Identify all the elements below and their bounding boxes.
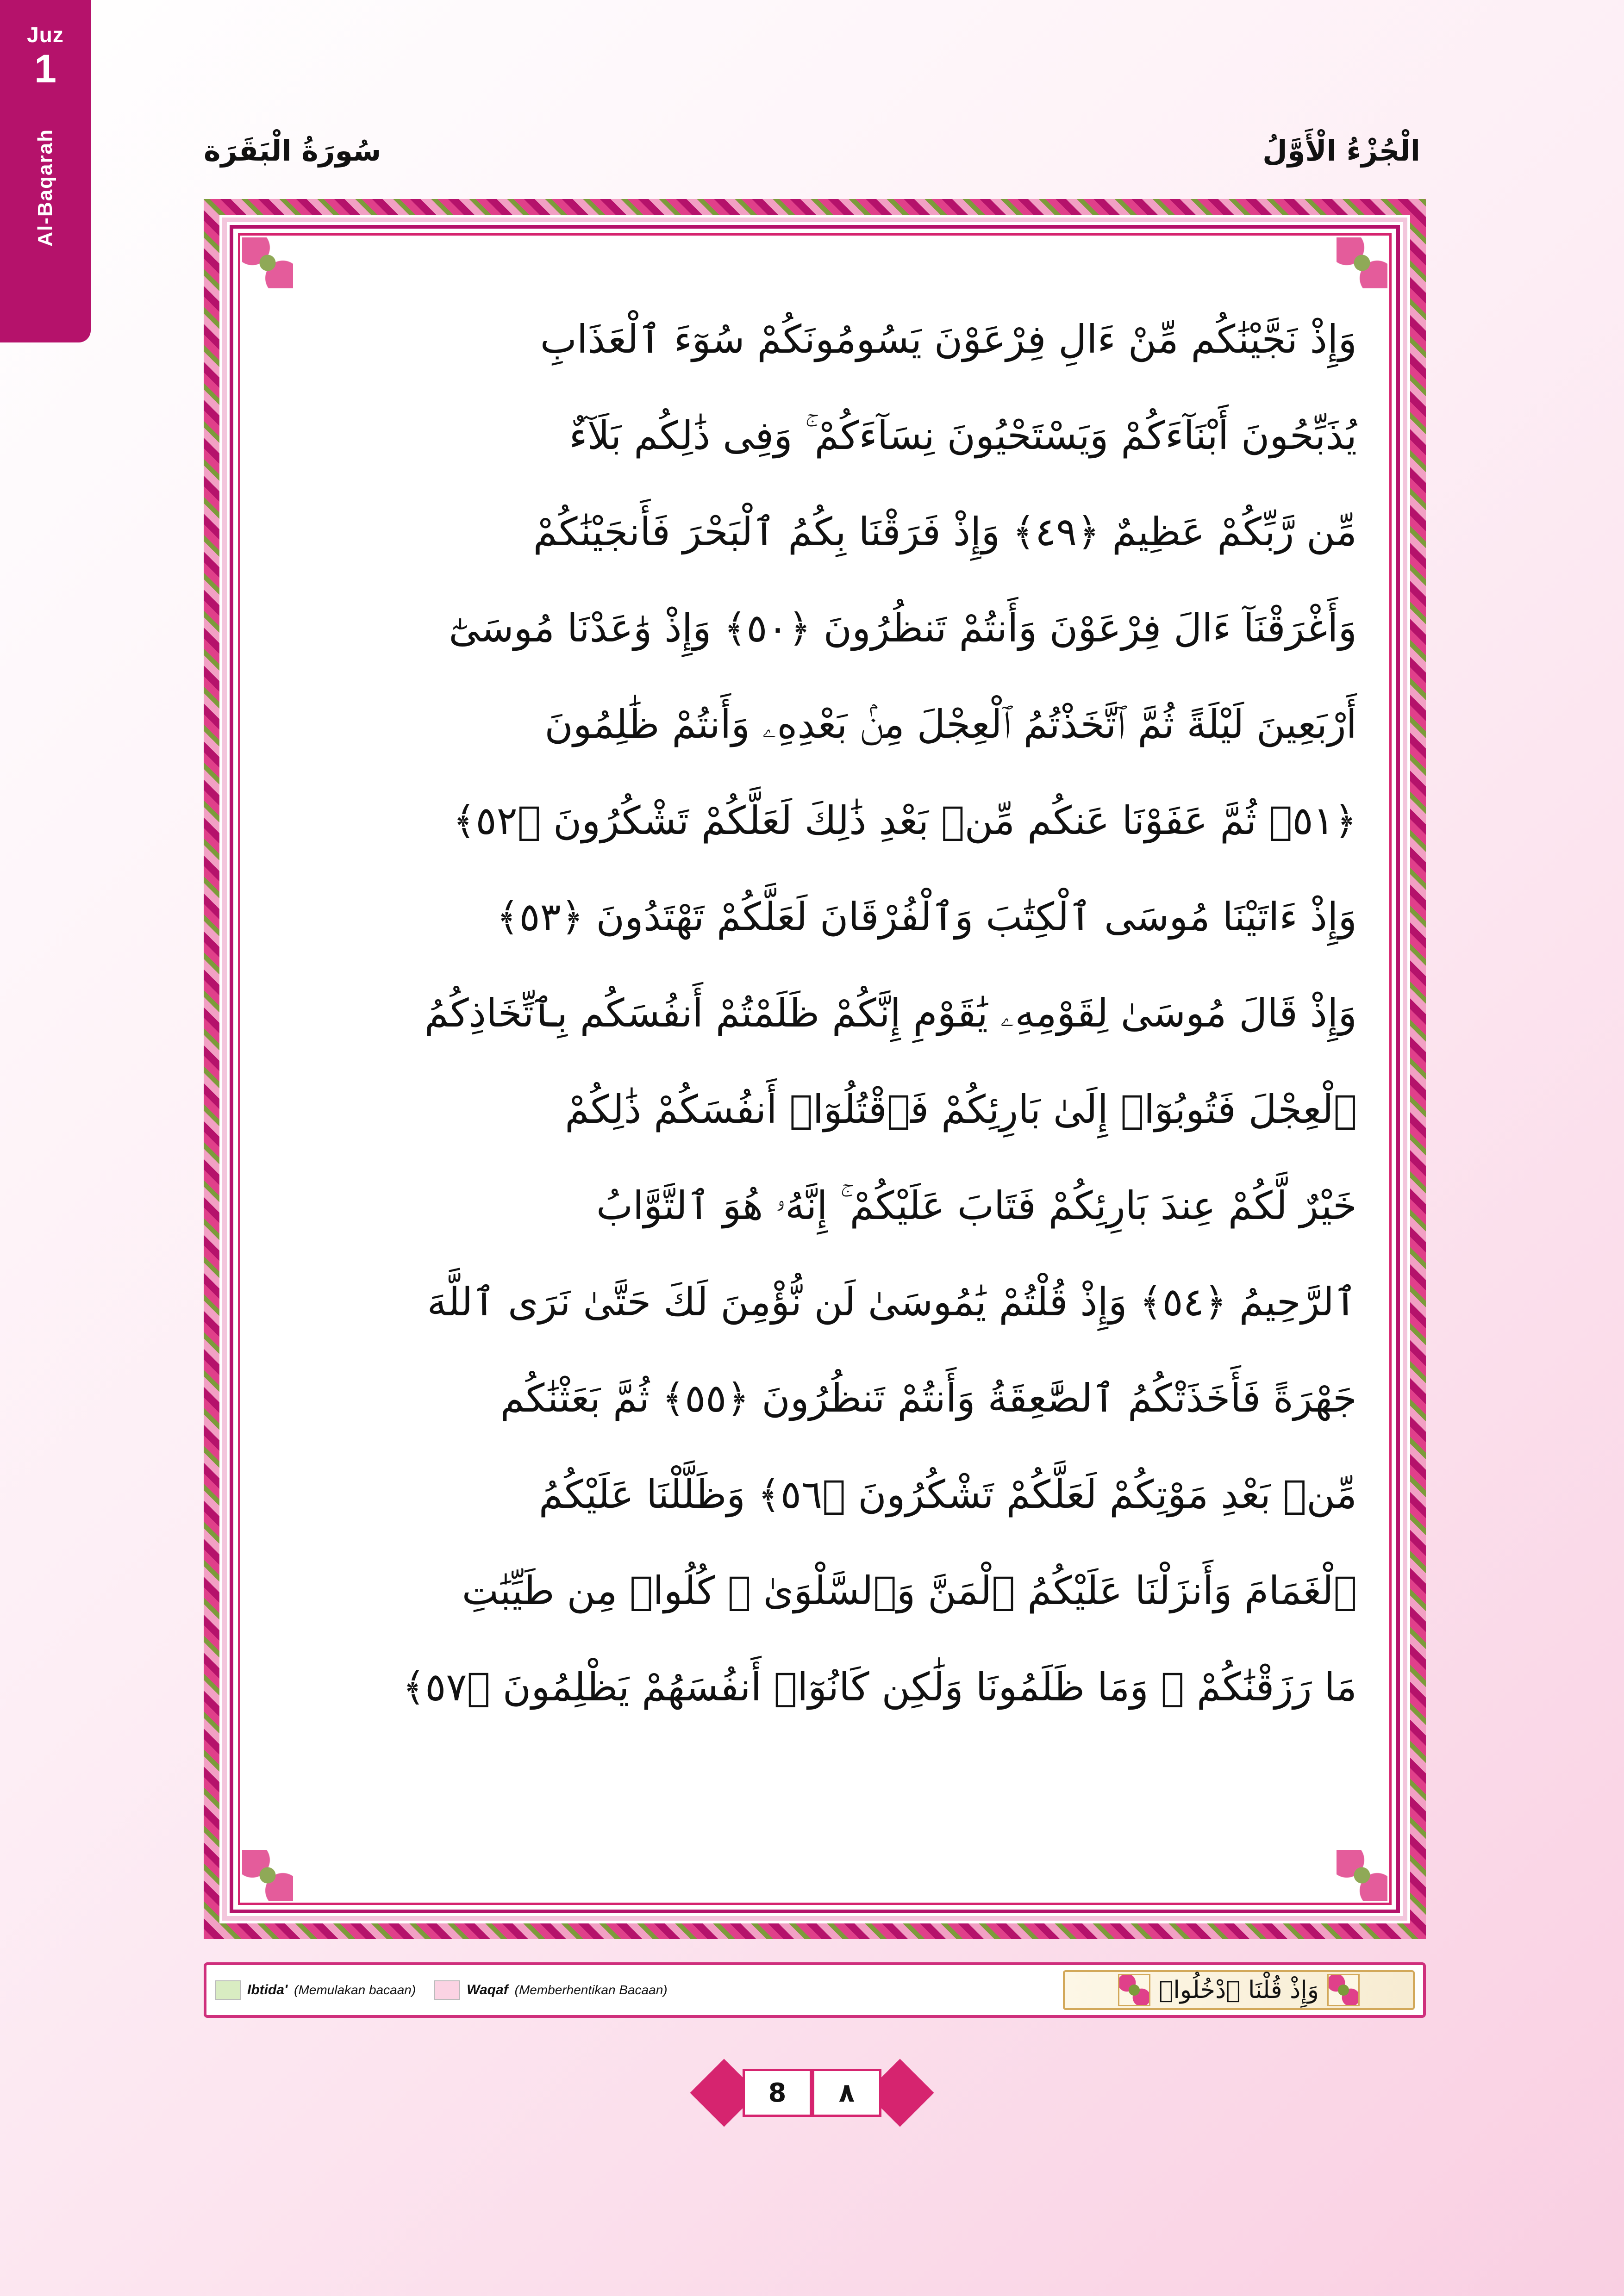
legend-swatch-pink-icon [434,1980,460,2000]
ayah-line: ﴿٥١﴾ ثُمَّ عَفَوْنَا عَنكُم مِّنۢ بَعْدِ ذَٰلِكَ لَعَلَّكُمْ تَشْكُرُونَ ﴿٥٢﴾ [453,798,1357,843]
ayah-line: وَأَغْرَقْنَآ ءَالَ فِرْعَوْنَ وَأَنتُمْ تَنظُرُونَ ﴿٥٠﴾ وَإِذْ وَٰعَدْنَا مُوسَىٰٓ [449,605,1357,651]
footer-legend-bar [204,1962,1426,2018]
page-number-arabic: ٨ [812,2069,881,2117]
legend-swatch-green-icon [215,1980,241,2000]
ayah-line: وَإِذْ نَجَّيْنَٰكُم مِّنْ ءَالِ فِرْعَوْنَ يَسُومُونَكُمْ سُوٓءَ ٱلْعَذَابِ [540,317,1357,362]
ayah-line: أَرْبَعِينَ لَيْلَةً ثُمَّ ٱتَّخَذْتُمُ ٱلْعِجْلَ مِنۢ بَعْدِهِۦ وَأَنتُمْ ظَٰلِمُونَ [544,702,1357,747]
ayah-line: وَإِذْ ءَاتَيْنَا مُوسَى ٱلْكِتَٰبَ وَٱلْفُرْقَانَ لَعَلَّكُمْ تَهْتَدُونَ ﴿٥٣﴾ [496,894,1357,940]
ayah-line: وَإِذْ قَالَ مُوسَىٰ لِقَوْمِهِۦ يَٰقَوْمِ إِنَّكُمْ ظَلَمْتُمْ أَنفُسَكُم بِٱتِّخَاذِكُمُ [424,990,1357,1036]
ayah-line: مِّن رَّبِّكُمْ عَظِيمٌ ﴿٤٩﴾ وَإِذْ فَرَقْنَا بِكُمُ ٱلْبَحْرَ فَأَنجَيْنَٰكُمْ [533,509,1357,554]
corner-ornament-icon [242,237,293,288]
legend-description: (Memulakan bacaan) [294,1983,416,1997]
legend-description: (Memberhentikan Bacaan) [514,1983,668,1997]
ayah-line: مِّنۢ بَعْدِ مَوْتِكُمْ لَعَلَّكُمْ تَشْكُرُونَ ﴿٥٦﴾ وَظَلَّلْنَا عَلَيْكُمُ [538,1472,1357,1517]
frame-border-middle [230,225,1400,1913]
corner-ornament-icon [1337,237,1387,288]
floral-ornament-icon [1118,1974,1150,2006]
tajweed-legend [215,1980,668,2000]
juz-title-arabic: الْجُزْءُ الْأَوَّلُ [1262,133,1420,168]
ayah-line: ٱلرَّحِيمُ ﴿٥٤﴾ وَإِذْ قُلْتُمْ يَٰمُوسَىٰ لَن نُّؤْمِنَ لَكَ حَتَّىٰ نَرَى ٱللَّهَ [427,1279,1357,1325]
legend-item-waqaf [434,1980,667,2000]
page-number-latin: 8 [743,2069,812,2117]
quran-page-frame [204,199,1426,1939]
next-page-catchword: وَإِذْ قُلْنَا ٱدْخُلُوا۟ [1159,1976,1319,2004]
floral-ornament-icon [1327,1974,1360,2006]
frame-border-inner [238,233,1392,1905]
legend-label: Waqaf [467,1982,508,1997]
frame-border-outer [222,218,1407,1921]
ayah-line: ٱلْعِجْلَ فَتُوبُوٓا۟ إِلَىٰ بَارِئِكُمْ فَٱقْتُلُوٓا۟ أَنفُسَكُمْ ذَٰلِكُمْ [565,1087,1357,1132]
surah-title-arabic: سُورَةُ الْبَقَرَة [204,133,381,168]
ayah-line: ٱلْغَمَامَ وَأَنزَلْنَا عَلَيْكُمُ ٱلْمَنَّ وَٱلسَّلْوَىٰ ۖ كُلُوا۟ مِن طَيِّبَٰتِ [462,1568,1357,1613]
ayah-line: جَهْرَةً فَأَخَذَتْكُمُ ٱلصَّٰعِقَةُ وَأَنتُمْ تَنظُرُونَ ﴿٥٥﴾ ثُمَّ بَعَثْنَٰكُم [500,1375,1357,1421]
surah-name-vertical: Al-Baqarah [34,129,56,247]
page-header [204,125,1420,176]
quran-text-body [240,236,1389,1763]
next-page-catchword-box [1063,1970,1415,2010]
juz-tab [0,0,91,342]
page-number-badge [706,2069,918,2117]
legend-item-ibtida [215,1980,416,2000]
ayah-line: مَا رَزَقْنَٰكُمْ ۖ وَمَا ظَلَمُونَا وَلَٰكِن كَانُوٓا۟ أَنفُسَهُمْ يَظْلِمُونَ ﴿٥٧﴾ [402,1664,1357,1710]
ayah-line: يُذَبِّحُونَ أَبْنَآءَكُمْ وَيَسْتَحْيُونَ نِسَآءَكُمْ ۚ وَفِى ذَٰلِكُم بَلَآءٌ [569,413,1357,458]
ayah-line: خَيْرٌ لَّكُمْ عِندَ بَارِئِكُمْ فَتَابَ عَلَيْكُمْ ۚ إِنَّهُۥ هُوَ ٱلتَّوَّابُ [596,1183,1357,1228]
juz-label: Juz [27,23,64,47]
juz-number: 1 [34,47,56,91]
corner-ornament-icon [242,1850,293,1901]
legend-label: Ibtida' [247,1982,288,1997]
corner-ornament-icon [1337,1850,1387,1901]
